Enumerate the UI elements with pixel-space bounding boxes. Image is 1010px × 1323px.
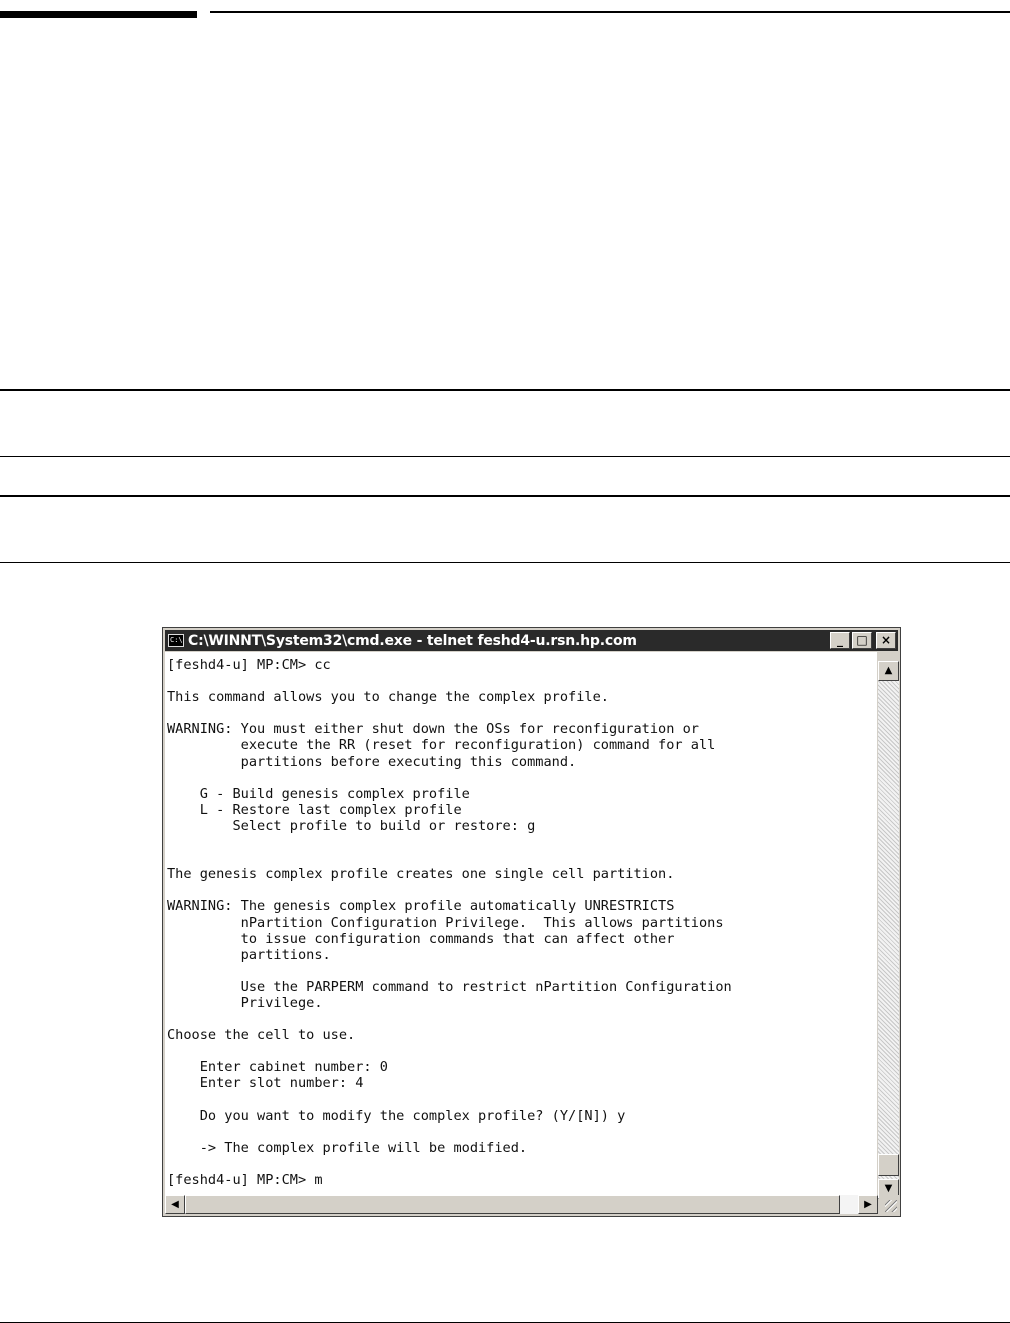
resize-grip-icon[interactable] bbox=[879, 1195, 899, 1214]
horizontal-scrollbar[interactable] bbox=[165, 1195, 878, 1214]
vertical-scroll-thumb[interactable] bbox=[878, 1154, 899, 1176]
horizontal-scroll-thumb[interactable] bbox=[185, 1195, 840, 1214]
section-rule bbox=[0, 456, 1010, 457]
window-titlebar[interactable] bbox=[165, 630, 898, 651]
arrow-up-icon[interactable]: ▲ bbox=[878, 661, 899, 681]
header-rule-thick bbox=[0, 11, 197, 18]
arrow-down-icon[interactable]: ▼ bbox=[878, 1179, 899, 1199]
maximize-icon[interactable]: □ bbox=[852, 632, 872, 649]
section-rule bbox=[0, 389, 1010, 391]
console-output[interactable] bbox=[165, 652, 877, 1198]
section-rule bbox=[0, 562, 1010, 563]
header-rule-thin bbox=[210, 11, 1010, 13]
vertical-scrollbar[interactable] bbox=[878, 661, 899, 1199]
arrow-right-icon[interactable]: ▶ bbox=[858, 1195, 878, 1214]
arrow-left-icon[interactable]: ◀ bbox=[165, 1195, 185, 1214]
console-icon[interactable]: C:\ bbox=[168, 634, 184, 647]
section-rule bbox=[0, 495, 1010, 497]
console-text[interactable]: [feshd4-u] MP:CM> cc This command allows you to change the complex profile. WARNING: You must either shut down the OSs for reconfiguration or execute the RR (reset for reconfiguration) command for all partitions before executing this command. G - Build genesis complex profile L - Restore last complex profile Select profile to build or restore: g The genesis complex profile creates one single cell partition. WARNING: The genesis complex profile automatically UNRESTRICTS nPartition Configuration Privilege. This allows partitions to issue configuration commands that can affect other partitions. Use the PARPERM command to restrict nPartition Configuration Privilege. Choose the cell to use. Enter cabinet number: 0 Enter slot number: 4 Do you want to modify the complex profile? (Y/[N]) y -> The complex profile will be modified. [feshd4-u] MP:CM> m bbox=[167, 657, 732, 1188]
console-window bbox=[162, 627, 901, 1217]
close-icon[interactable]: × bbox=[876, 632, 896, 649]
minimize-icon[interactable]: _ bbox=[830, 632, 850, 649]
window-controls bbox=[830, 632, 896, 649]
window-title: C:\WINNT\System32\cmd.exe - telnet feshd4-u.rsn.hp.com bbox=[188, 632, 637, 649]
